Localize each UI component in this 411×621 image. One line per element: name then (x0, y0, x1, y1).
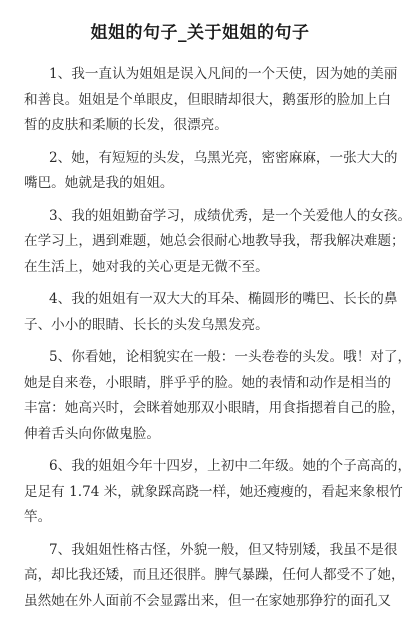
paragraph-line: 丰富：她高兴时，会眯着她那双小眼睛，用食指摁着自己的脸， (24, 400, 405, 416)
paragraph (24, 62, 398, 139)
paragraph-line: 皙的皮肤和柔顺的长发，很漂亮。 (24, 117, 228, 133)
paragraph-line: 4、我的姐姐有一双大大的耳朵、椭圆形的嘴巴、长长的鼻 (49, 291, 398, 307)
paragraph-line: 子、小小的眼睛、长长的头发乌黑发亮。 (24, 316, 269, 333)
paragraph (24, 538, 405, 615)
paragraph (24, 204, 411, 281)
paragraph-line: 3、我的姐姐勤奋学习，成绩优秀，是一个关爱他人的女孩。 (49, 207, 411, 224)
paragraph-line: 6、我的姐姐今年十四岁，上初中二年级。她的个子高高的， (49, 458, 411, 474)
paragraph-line: 足足有 1.74 米，就象踩高跷一样，她还瘦瘦的，看起来象根竹 (24, 483, 403, 500)
page-title: 姐姐的句子_关于姐姐的句子 (90, 23, 310, 43)
paragraph-line: 伸着舌头向你做鬼脸。 (24, 425, 160, 442)
paragraph-line: 竿。 (24, 509, 52, 525)
paragraph-line: 2、她，有短短的头发，乌黑光亮，密密麻麻，一张大大的 (49, 149, 398, 166)
paragraph (24, 287, 398, 338)
paragraph-line: 和善良。姐姐是个单眼皮，但眼睛却很大，鹅蛋形的脸加上白 (24, 91, 392, 108)
paragraph (24, 454, 411, 531)
paragraph (24, 146, 398, 197)
paragraph-line: 在学习上，遇到难题，她总会很耐心地教导我，帮我解决难题； (24, 233, 405, 249)
article-body (24, 62, 411, 621)
paragraph-line: 嘴巴。她就是我的姐姐。 (24, 175, 174, 191)
paragraph-line: 7、我姐姐性格古怪，外貌一般，但又特别矮，我虽不是很 (49, 541, 398, 558)
paragraph-line: 她是自来卷，小眼睛，胖乎乎的脸。她的表情和动作是相当的 (24, 374, 392, 391)
paragraph-line: 1、我一直认为姐姐是误入凡间的一个天使，因为她的美丽 (49, 66, 398, 82)
paragraph-line: 5、你看她，论相貌实在一般：一头卷卷的头发。哦！对了， (49, 349, 411, 365)
paragraph-line: 高，却比我还矮，而且还很胖。脾气暴躁，任何人都受不了她， (24, 567, 405, 583)
paragraph-line: 虽然她在外人面前不会显露出来，但一在家她那狰狞的面孔又 (24, 592, 392, 609)
paragraph-line: 在生活上，她对我的关心更是无微不至。 (24, 258, 269, 275)
paragraph (24, 345, 411, 447)
